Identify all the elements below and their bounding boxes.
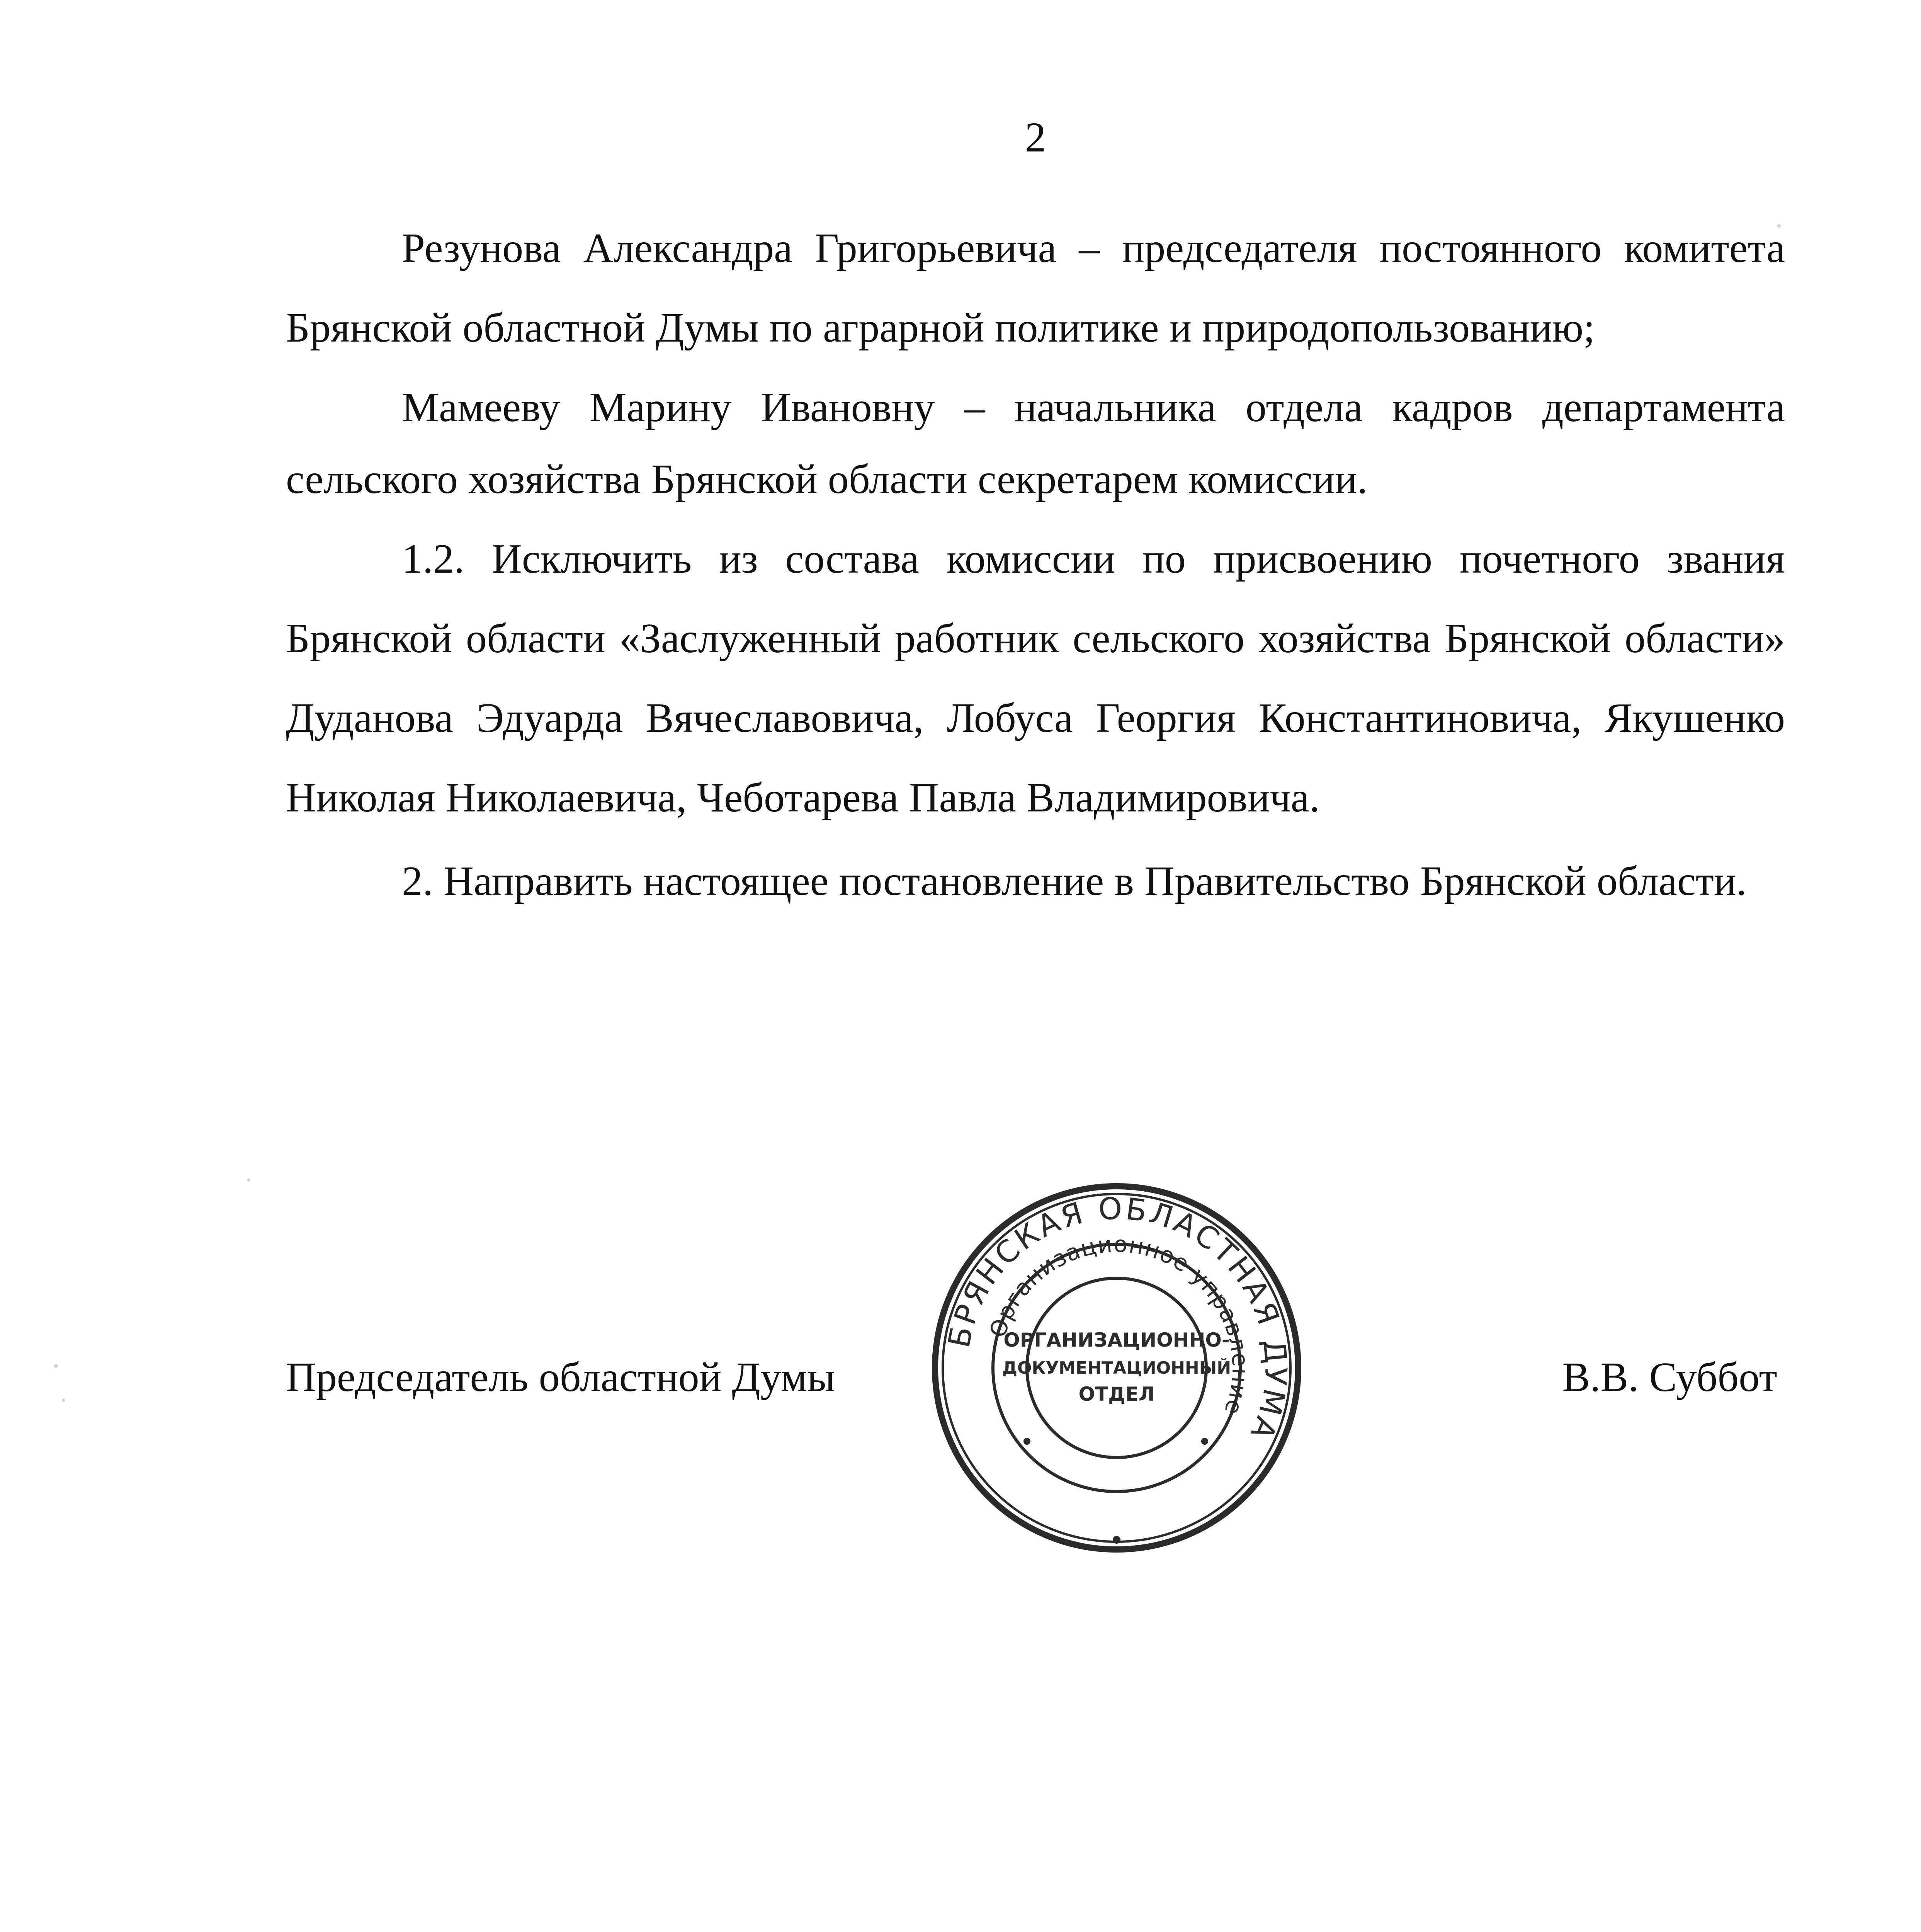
document-body [286, 209, 1785, 921]
stamp-center-line-3: ОТДЕЛ [1078, 1383, 1155, 1405]
scan-speck [1777, 224, 1781, 228]
paragraph-rezunov: Резунова Александра Григорьевича – председателя постоянного комитета Брянской областной Думы по аграрной политике и природопользованию; [286, 225, 1785, 351]
stamp-bottom-star-icon [1113, 1536, 1120, 1544]
signatory-name: В.В. Суббот [1562, 1354, 1777, 1400]
paragraph-mameeva: Мамееву Марину Ивановну – начальника отдела кадров департамента сельского хозяйства Брянской области секретарем комиссии. [286, 384, 1785, 502]
stamp-outer-text: БРЯНСКАЯ ОБЛАСТНАЯ ДУМА [942, 1191, 1294, 1447]
scan-speck [54, 1364, 58, 1368]
page-number: 2 [1025, 114, 1046, 161]
stamp-right-star-icon [1201, 1438, 1208, 1445]
official-seal-stamp [923, 1175, 1310, 1561]
signatory-title: Председатель областной Думы [286, 1354, 835, 1400]
stamp-center-line-2: ДОКУМЕНТАЦИОННЫЙ [1002, 1358, 1231, 1378]
scan-speck [247, 1179, 250, 1182]
scan-speck [62, 1399, 65, 1402]
paragraph-exclusion: 1.2. Исключить из состава комиссии по присвоению почетного звания Брянской области «Заслуженный работник сельского хозяйства Брянской области» Дуданова Эдуарда Вячеславовича, Лобуса Георгия Константиновича, Якушенко Николая Николаевича, Чеботарева Павла Владимировича. [286, 536, 1785, 821]
stamp-left-star-icon [1023, 1438, 1030, 1445]
paragraph-send-to-government: 2. Направить настоящее постановление в Правительство Брянской области. [402, 858, 1747, 904]
stamp-inner-ring-text: Организационное управление [984, 1231, 1254, 1419]
stamp-center-line-1: ОРГАНИЗАЦИОННО- [1003, 1329, 1230, 1351]
